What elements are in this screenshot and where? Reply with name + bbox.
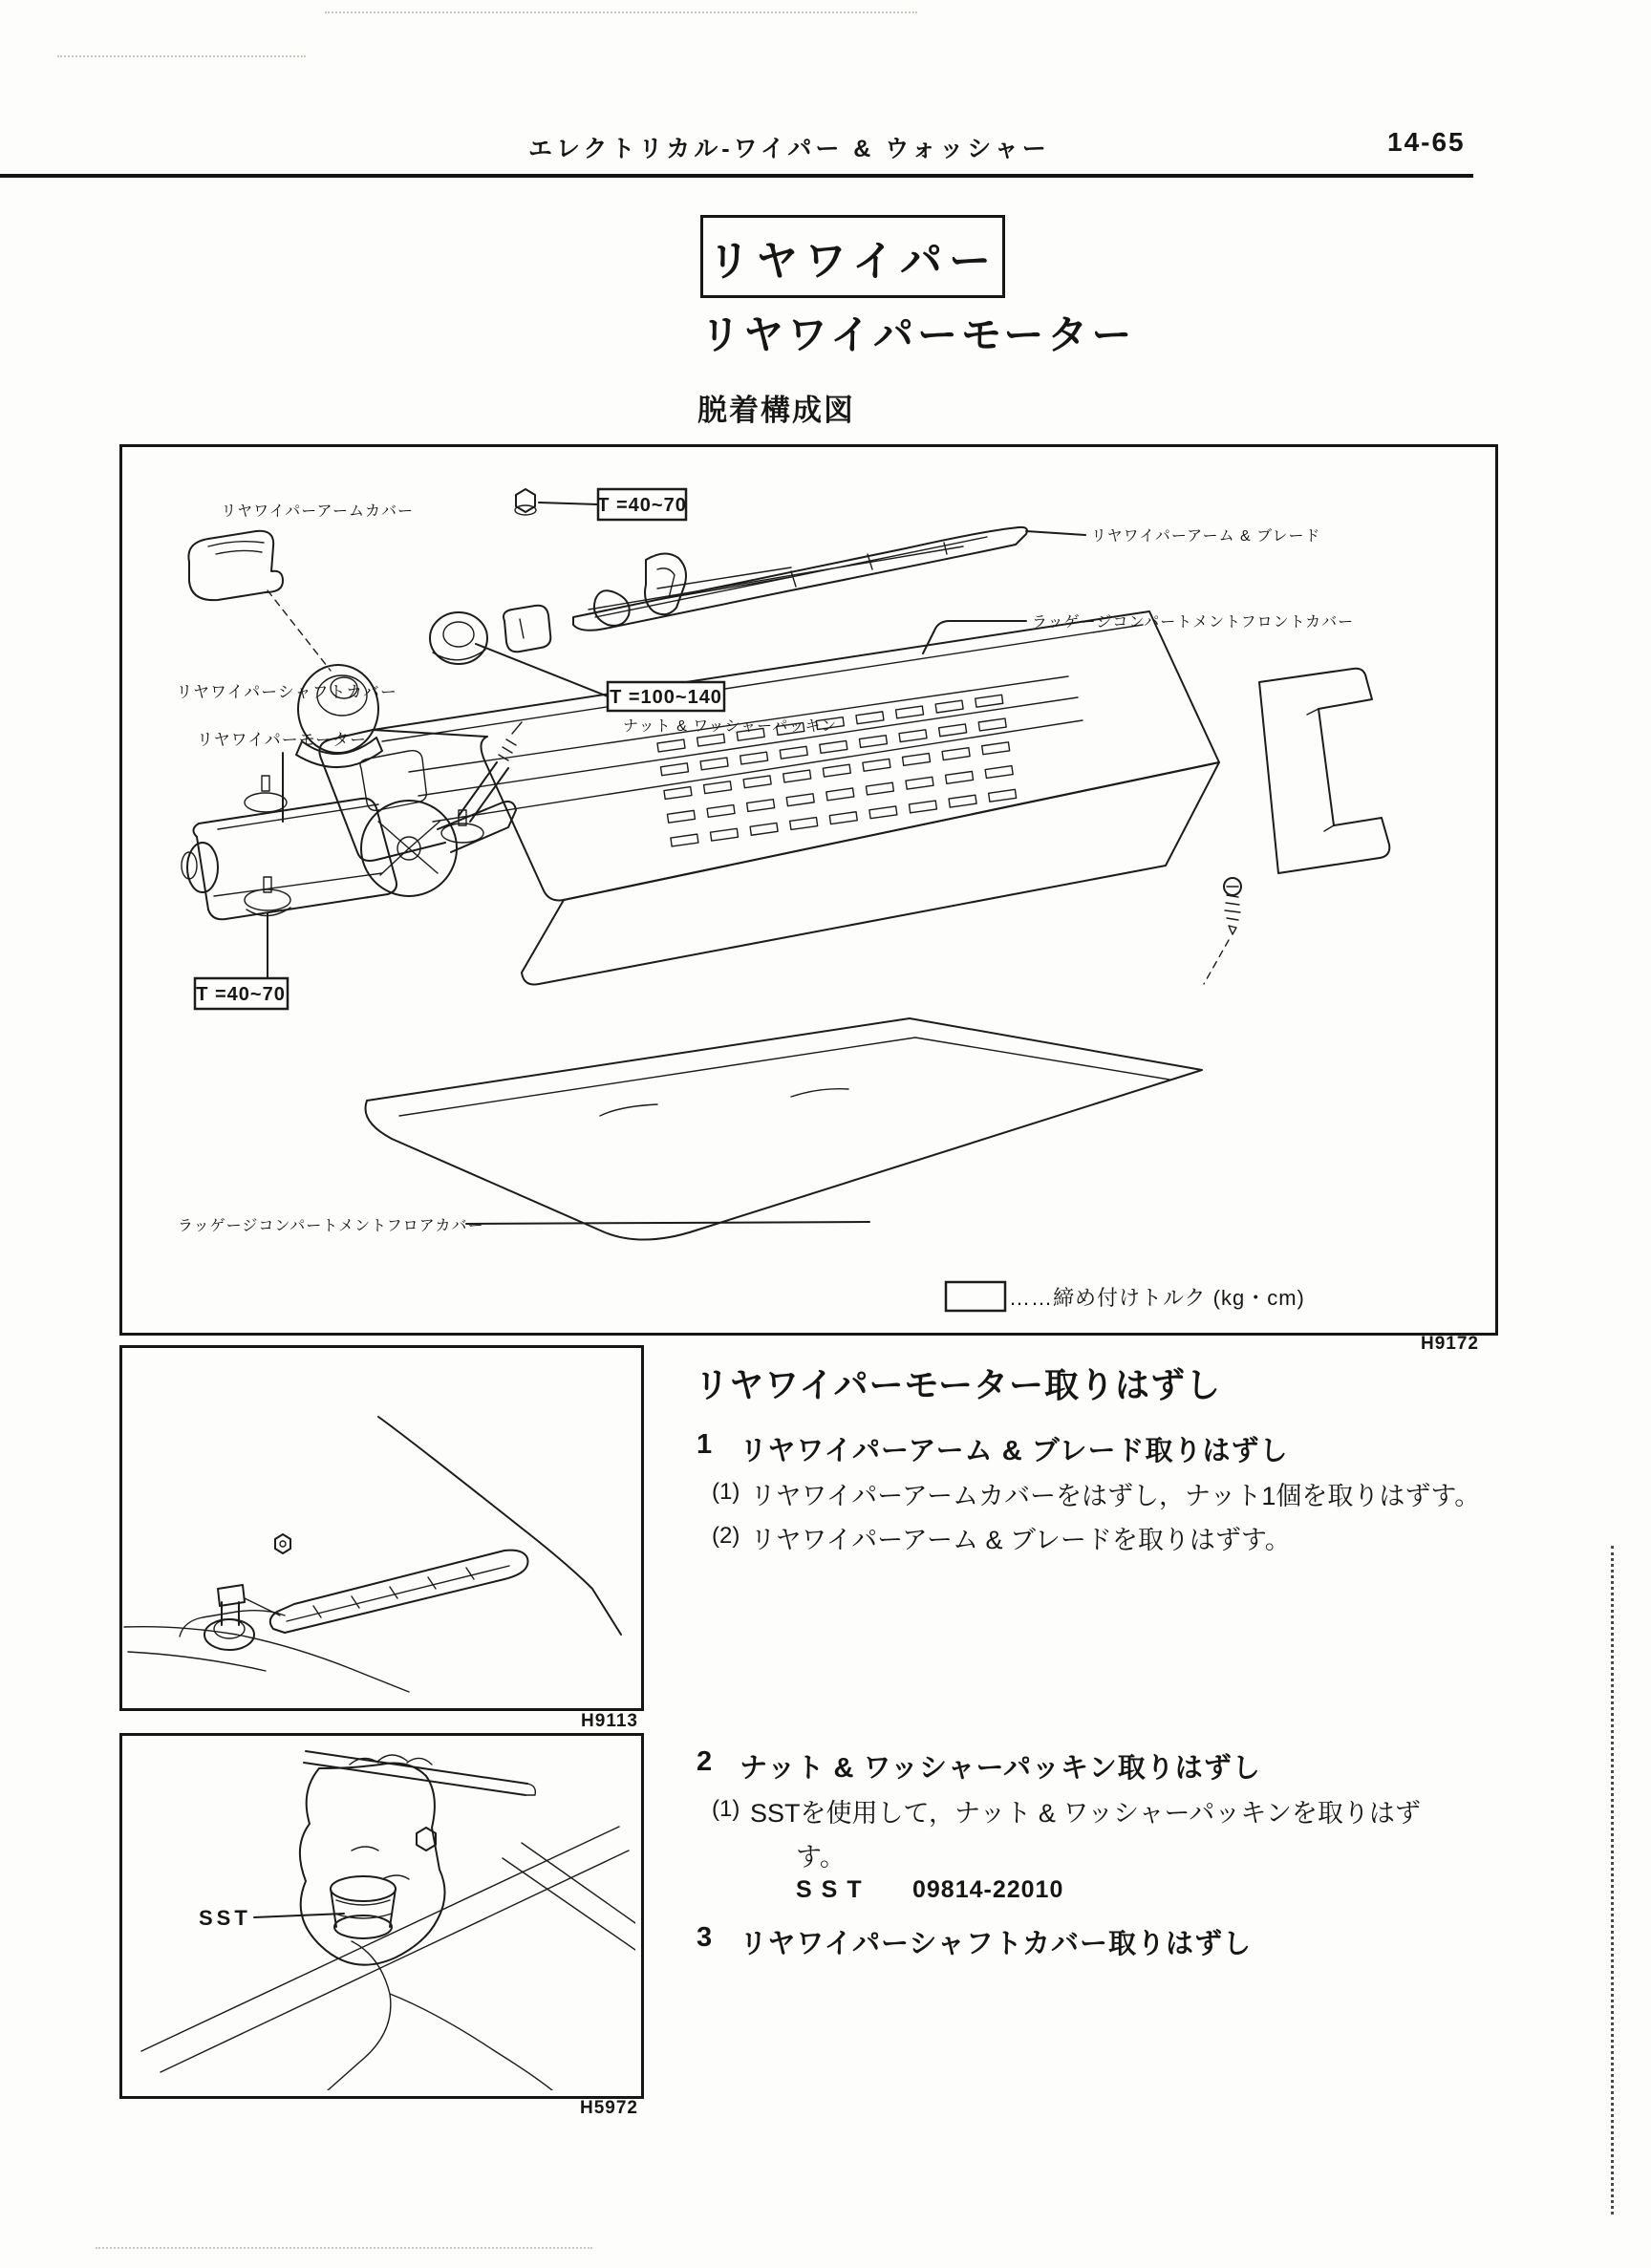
step-1-substep-2-marker: (2) (712, 1523, 740, 1549)
figure2-frame (119, 1733, 644, 2099)
legend-text: ……締め付けトルク (kg・cm) (1009, 1286, 1305, 1310)
exploded-diagram (122, 447, 1490, 1327)
hand-drawing (300, 1755, 445, 1965)
leader-line-shaft-cover (268, 590, 331, 671)
svg-text:T =40~70: T =40~70 (196, 984, 286, 1005)
leader-line-torque-top (539, 503, 598, 504)
scan-noise (57, 55, 306, 57)
step-1-title: リヤワイパーアーム & ブレード取りはずし (740, 1436, 1289, 1466)
label-motor: リヤワイパーモーター (197, 731, 368, 749)
step-1-substep-1-marker: (1) (712, 1479, 740, 1505)
svg-text:T =40~70: T =40~70 (597, 495, 687, 516)
wiper-blade-on-glass (270, 1551, 528, 1633)
torque-label-mid (608, 682, 724, 711)
step-1-number: 1 (697, 1429, 713, 1460)
scan-noise (96, 2247, 592, 2249)
legend-box (946, 1282, 1305, 1311)
figure-code-h5972: H5972 (580, 2098, 638, 2118)
header-rule (0, 174, 1473, 178)
small-nut (275, 1534, 290, 1553)
scan-noise (325, 11, 917, 13)
leader-line-arm-blade (1026, 531, 1085, 535)
label-shaft-cover: リヤワイパーシャフトカバー (176, 683, 397, 701)
leader-line-floor-cover (466, 1222, 869, 1224)
shaft-cover-drawing (296, 665, 382, 767)
step-1-substep-1-text: リヤワイパーアームカバーをはずし，ナット1個を取りはずす。 (750, 1482, 1481, 1510)
sst-socket (331, 1876, 396, 1938)
step-2-number: 2 (697, 1746, 713, 1777)
step-2-substep-1-text: SSTを使用して，ナット & ワッシャーパッキンを取りはず (750, 1799, 1421, 1828)
page-number-label: 14-65 (1387, 127, 1466, 157)
section-subtitle: リヤワイパーモーター (700, 312, 1136, 357)
figure1-drawing (122, 1348, 635, 1702)
step-2-substep-1-marker: (1) (712, 1796, 740, 1822)
step-2-substep-1-cont: す。 (796, 1843, 846, 1872)
torque-label-top (597, 489, 687, 520)
diagram-heading: 脱着構成図 (697, 394, 855, 427)
figure-code-h9113: H9113 (581, 1711, 638, 1731)
front-cover-panel-drawing (319, 611, 1389, 985)
figure2-drawing (122, 1736, 635, 2090)
arm-cover-3d-drawing (188, 531, 283, 600)
nut-drawing (515, 489, 536, 515)
floor-cover-drawing (365, 1018, 1202, 1240)
body-lines (124, 1611, 409, 1692)
pivot-bump (328, 1941, 552, 2090)
screw-drawing (1204, 878, 1241, 984)
exploded-diagram-frame (119, 444, 1498, 1336)
leader-line-sst (254, 1914, 344, 1917)
torque-label-bottom (195, 978, 288, 1009)
label-arm-blade: リヤワイパーアーム & ブレード (1091, 528, 1321, 545)
step-1-substep-2-text: リヤワイパーアーム & ブレードを取りはずす。 (750, 1526, 1291, 1554)
step-3-title: リヤワイパーシャフトカバー取りはずし (740, 1929, 1252, 1959)
section-title: リヤワイパー (708, 237, 997, 285)
label-floor-cover: ラッゲージコンパートメントフロアカバー (178, 1218, 484, 1234)
procedure-heading: リヤワイパーモーター取りはずし (695, 1365, 1222, 1404)
wiper-arm-blade-drawing (573, 527, 1027, 631)
step-3-number: 3 (697, 1922, 713, 1953)
figure1-frame (119, 1345, 644, 1711)
sst-line-label: SST (796, 1876, 871, 1903)
svg-text:T =100~140: T =100~140 (610, 687, 722, 708)
sst-label: SST (199, 1906, 251, 1930)
label-arm-cover: リヤワイパーアームカバー (221, 503, 414, 520)
figure-code-h9172: H9172 (1421, 1334, 1479, 1354)
label-nut-washer: ナット & ワッシャーパッキン (623, 718, 838, 735)
sst-line-value: 09814-22010 (912, 1876, 1064, 1903)
removed-nut (417, 1828, 436, 1851)
label-front-cover: ラッゲージコンパートメントフロントカバー (1032, 614, 1355, 631)
step-2-title: ナット & ワッシャーパッキン取りはずし (740, 1753, 1261, 1784)
fender-lines (141, 1827, 635, 2072)
header-title: エレクトリカル-ワイパー & ウォッシャー (528, 136, 1050, 162)
grommet-ring-drawing (430, 606, 550, 664)
section-title-box (700, 215, 1005, 298)
pivot-assembly (204, 1585, 280, 1650)
binding-dotted-line (1611, 1546, 1614, 2215)
leader-line-torque-mid (476, 644, 608, 696)
